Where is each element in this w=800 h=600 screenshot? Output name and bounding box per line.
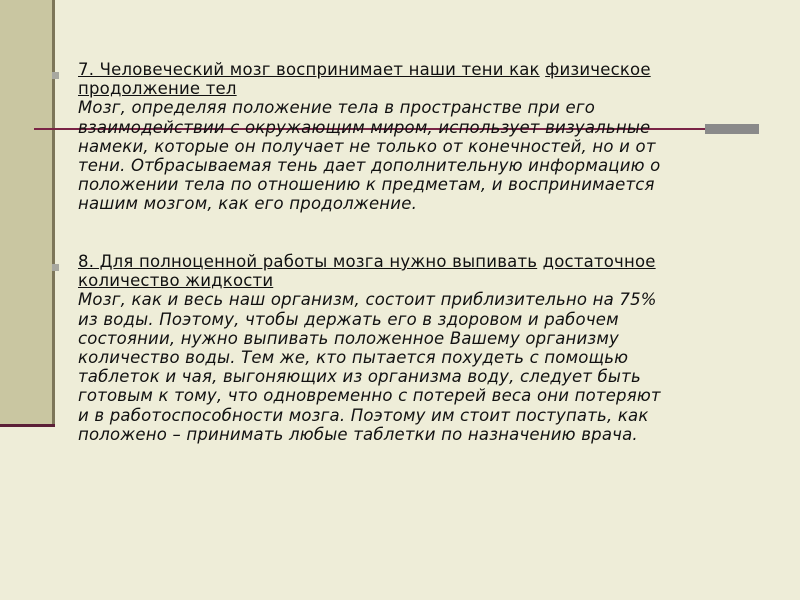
body-line: Мозг, как и весь наш организм, состоит приблизительно на 75% (78, 290, 657, 310)
body-line: и в работоспособности мозга. Поэтому им стоит поступать, как (78, 405, 649, 425)
body-line: количество воды. Тем же, кто пытается похудеть с помощью (78, 348, 629, 368)
body-line: тени. Отбрасываемая тень дает дополнительную информацию о (78, 156, 661, 176)
heading-link-part1[interactable]: 7. Человеческий мозг воспринимает наши тени как (78, 60, 540, 79)
heading-link-part2[interactable]: достаточное количество жидкости (78, 252, 656, 291)
body-line: нашим мозгом, как его продолжение. (78, 194, 418, 214)
decorative-band-bottom-line (0, 424, 55, 427)
item-content (78, 60, 752, 214)
body-line: из воды. Поэтому, чтобы держать его в здоровом и рабочем (78, 309, 619, 329)
body-line: состоянии, нужно выпивать положенное Вашему организму (78, 328, 620, 348)
heading-link-part1[interactable]: 8. Для полноценной работы мозга нужно выпивать (78, 252, 538, 271)
body-line: положении тела по отношению к предметам, и воспринимается (78, 175, 655, 195)
item-body (78, 290, 752, 444)
body-line: положено – принимать любые таблетки по назначению врача. (78, 424, 638, 444)
item-heading (78, 60, 752, 98)
bullet-square-icon (52, 72, 59, 79)
body-line: готовым к тому, что одновременно с потерей веса они потеряют (78, 386, 661, 406)
list-item-7 (52, 60, 752, 214)
decorative-left-band (0, 0, 52, 425)
body-line: взаимодействии с окружающим миром, использует визуальные (78, 117, 651, 137)
body-line: таблеток и чая, выгоняющих из организма воду, следует быть (78, 367, 641, 387)
item-heading (78, 252, 752, 290)
heading-link-part2[interactable]: физическое продолжение тел (78, 60, 651, 99)
item-body (78, 98, 752, 213)
item-content (78, 252, 752, 444)
body-line: Мозг, определяя положение тела в пространстве при его (78, 98, 596, 118)
list-item-8 (52, 252, 752, 444)
body-line: намеки, которые он получает не только от конечностей, но и от (78, 136, 656, 156)
bullet-square-icon (52, 264, 59, 271)
